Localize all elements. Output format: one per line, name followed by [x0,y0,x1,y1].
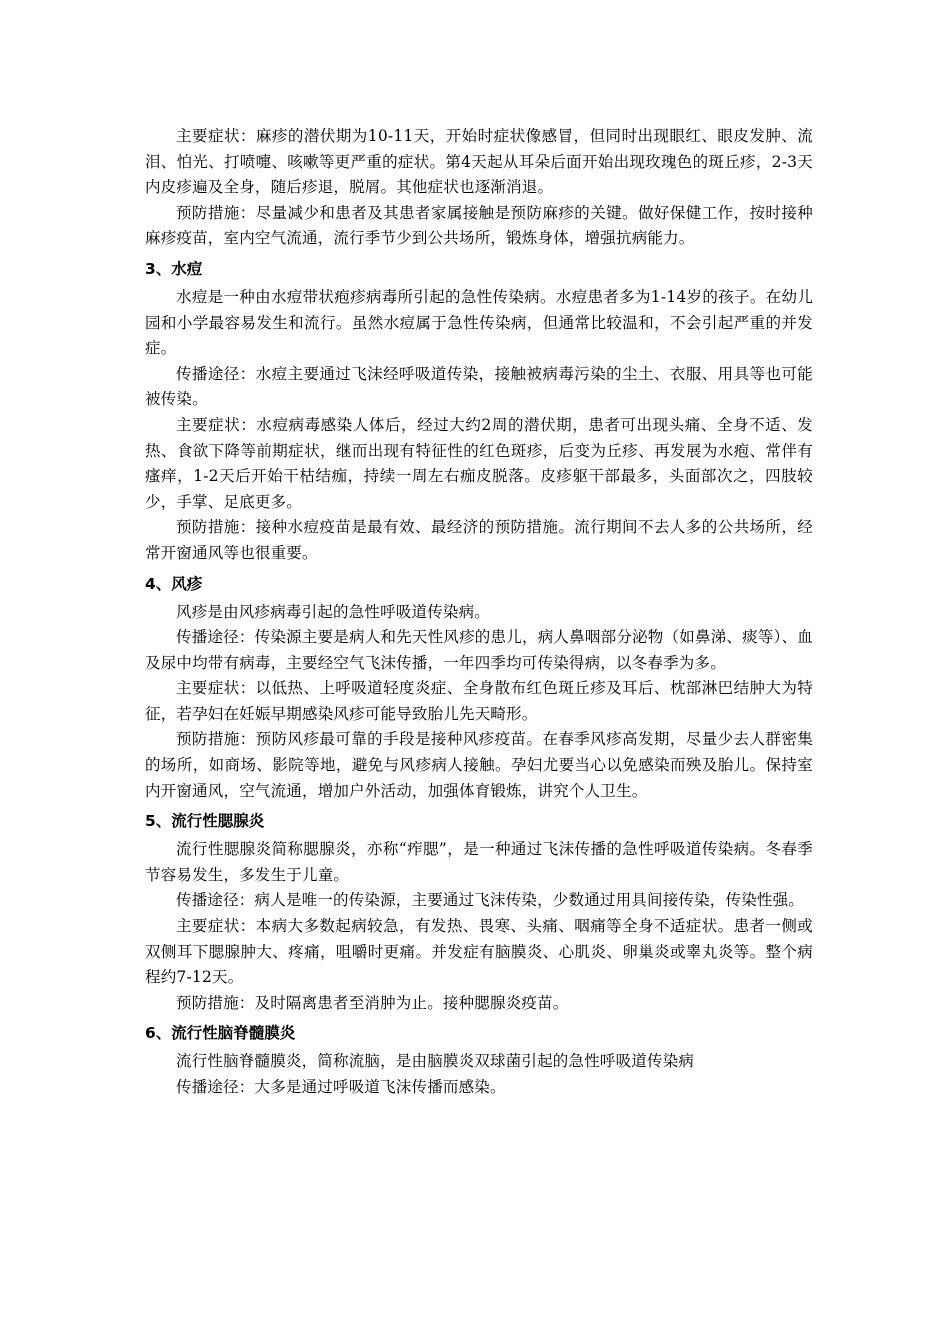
mumps-intro-paragraph: 流行性腮腺炎简称腮腺炎，亦称“痄腮”，是一种通过飞沫传播的急性呼吸道传染病。冬春季节容易发生，多发生于儿童。 [145,840,813,884]
rubella-symptoms-paragraph: 主要症状：以低热、上呼吸道轻度炎症、全身散布红色斑丘疹及耳后、枕部淋巴结肿大为特征，若孕妇在妊娠早期感染风疹可能导致胎儿先天畸形。 [145,679,813,723]
chickenpox-transmission-paragraph: 传播途径：水痘主要通过飞沫经呼吸道传染，接触被病毒污染的尘土、衣服、用具等也可能被传染。 [145,364,813,409]
section-heading-chickenpox: 3、水痘 [145,259,203,278]
mumps-prevention-paragraph: 预防措施：及时隔离患者至消肿为止。接种腮腺炎疫苗。 [176,993,569,1012]
section-heading-meningitis: 6、流行性脑脊髓膜炎 [145,1024,296,1043]
rubella-prevention-paragraph: 预防措施：预防风疹最可靠的手段是接种风疹疫苗。在春季风疹高发期，尽量少去人群密集的场所，如商场、影院等地，避免与风疹病人接触。孕妇尤要当心以免感染而殃及胎儿。保持室内开窗通风，空气流通，增加户外活动，加强体育锻炼，讲究个人卫生。 [145,730,813,800]
chickenpox-prevention-paragraph: 预防措施：接种水痘疫苗是最有效、最经济的预防措施。流行期间不去人多的公共场所，经常开窗通风等也很重要。 [145,518,813,562]
meningitis-transmission-paragraph: 传播途径：大多是通过呼吸道飞沫传播而感染。 [176,1078,506,1096]
meningitis-intro-paragraph: 流行性脑脊髓膜炎，简称流脑，是由脑膜炎双球菌引起的急性呼吸道传染病 [176,1052,695,1071]
measles-symptoms-paragraph: 主要症状：麻疹的潜伏期为10-11天，开始时症状像感冒，但同时出现眼红、眼皮发肿、流泪、怕光、打喷嚏、咳嗽等更严重的症状。第4天起从耳朵后面开始出现玫瑰色的斑丘疹，2-3天内皮疹遍及全身，随后疹退，脱屑。其他症状也逐渐消退。 [145,127,813,197]
section-heading-mumps: 5、流行性腮腺炎 [145,812,265,831]
rubella-intro-paragraph: 风疹是由风疹病毒引起的急性呼吸道传染病。 [176,602,491,621]
document-body [145,124,813,1101]
mumps-transmission-paragraph: 传播途径：病人是唯一的传染源，主要通过飞沫传染，少数通过用具间接传染，传染性强。 [176,891,805,910]
mumps-symptoms-paragraph: 主要症状：本病大多数起病较急，有发热、畏寒、头痛、咽痛等全身不适症状。患者一侧或双侧耳下腮腺肿大、疼痛，咀嚼时更痛。并发症有脑膜炎、心肌炎、卵巢炎或睾丸炎等。整个病程约7-12天。 [145,917,813,987]
measles-prevention-paragraph: 预防措施：尽量减少和患者及其患者家属接触是预防麻疹的关键。做好保健工作，按时接种麻疹疫苗，室内空气流通，流行季节少到公共场所，锻炼身体，增强抗病能力。 [145,203,813,248]
rubella-transmission-paragraph: 传播途径：传染源主要是病人和先天性风疹的患儿，病人鼻咽部分泌物（如鼻涕、痰等）、血及尿中均带有病毒，主要经空气飞沫传播，一年四季均可传染得病，以冬春季为多。 [145,628,813,672]
chickenpox-intro-paragraph: 水痘是一种由水痘带状疱疹病毒所引起的急性传染病。水痘患者多为1-14岁的孩子。在幼儿园和小学最容易发生和流行。虽然水痘属于急性传染病，但通常比较温和，不会引起严重的并发症。 [145,287,813,358]
section-heading-rubella: 4、风疹 [145,574,203,593]
chickenpox-symptoms-paragraph: 主要症状：水痘病毒感染人体后，经过大约2周的潜伏期，患者可出现头痛、全身不适、发热、食欲下降等前期症状，继而出现有特征性的红色斑疹，后变为丘疹、再发展为水疱、常伴有瘙痒，1-2天后开始干枯结痂，持续一周左右痂皮脱落。皮疹躯干部最多，头面部次之，四肢较少，手掌、足底更多。 [145,415,813,511]
